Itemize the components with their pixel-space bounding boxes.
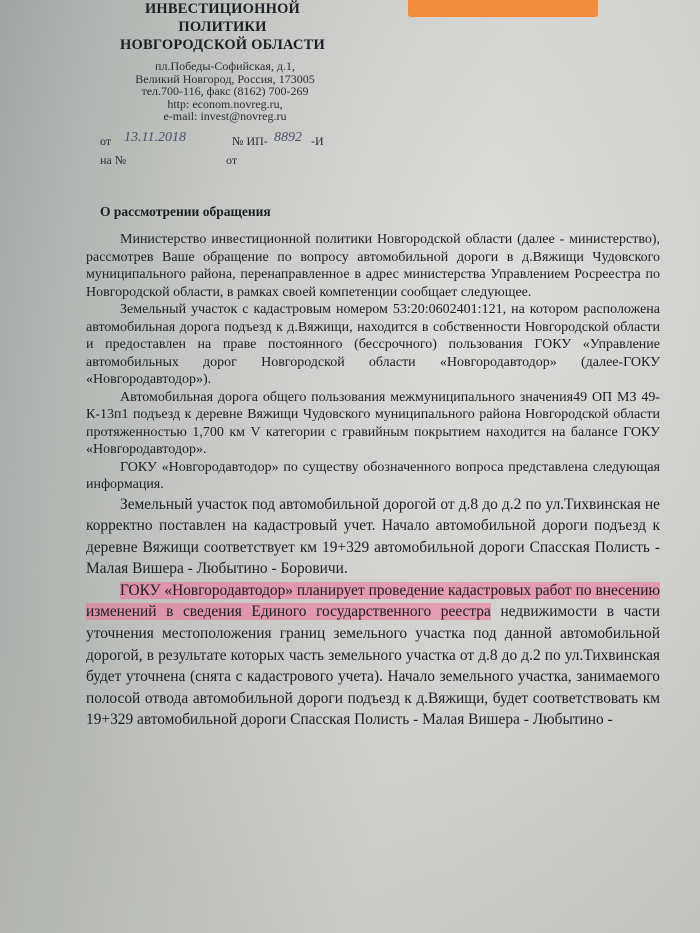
org-line-1: ИНВЕСТИЦИОННОЙ	[144, 1, 301, 17]
address-line-3: тел.700-116, факс (8162) 700-269	[141, 84, 309, 98]
paragraph-3: Автомобильная дорога общего пользования межмуниципального значения49 ОП МЗ 49-К-13п1 подъезд к деревне Вяжищи Чудовского муниципального района Новгородской области протяженностью 1,700 км V категории с гравийным покрытием находится на балансе ГОКУ «Новгородавтодор».	[86, 389, 660, 457]
paragraph-4: ГОКУ «Новгородавтодор» по существу обозначенного вопроса представлена следующая информация.	[86, 459, 660, 492]
number-label: № ИП-	[232, 134, 268, 148]
address-block	[95, 60, 355, 123]
address-line-4: http: econom.novreg.ru,	[167, 96, 283, 111]
paragraph-5: Земельный участок под автомобильной дорогой от д.8 до д.2 по ул.Тихвинская не корректно поставлен на кадастровый учет. Начало автомобильной дороги подъезд к деревне Вяжищи соответствует км 19+329 автомобильной дороги Спасская Полисть - Малая Вишера - Любытино - Боровичи.	[86, 495, 660, 578]
number-suffix: -И	[311, 134, 324, 148]
subject-heading: О рассмотрении обращения	[100, 204, 271, 219]
paragraph-2: Земельный участок с кадастровым номером 53:20:0602401:121, на котором расположена автомобильная дорога подъезд к д.Вяжищи, находится в собственности Новгородской области и предоставлен на праве постоянного (бессрочного) пользования ГОКУ «Управление автомобильных дорог Новгородской области «Новгородавтодор» (далее-ГОКУ «Новгородавтодор»).	[86, 302, 660, 387]
handwritten-number: 8892	[274, 130, 302, 145]
address-line-5: e-mail: invest@novreg.ru	[163, 109, 287, 123]
handwritten-date: 13.11.2018	[124, 130, 186, 145]
from-label: от	[100, 134, 112, 148]
letterhead	[100, 0, 345, 54]
paragraph-6-rest: недвижимости в части уточнения местоположения границ земельного участка под данной автомобильной дорогой, в результате которых часть земельного участка от д.8 до д.2 по ул.Тихвинская будет уточнена (снята с кадастрового учета). Начало земельного участка, занимаемого полосой отвода автомобильной дороги подъезд к д.Вяжищи, будет соответствовать км 19+329 автомобильной дороги Спасская Полисть - Малая Вишера - Любытино -	[86, 603, 660, 729]
address-line-2: Великий Новгород, Россия, 173005	[135, 71, 315, 86]
letter-body	[86, 231, 660, 731]
paragraph-6	[86, 580, 660, 731]
orange-marker-strip	[408, 0, 598, 17]
address-line-1: пл.Победы-Софийская, д.1,	[155, 59, 295, 73]
highlighted-text: ГОКУ «Новгородавтодор» планирует проведение кадастровых работ по внесению изменений в сведения Единого государственного реестра	[86, 581, 660, 621]
reference-from-label: от	[226, 153, 238, 167]
paragraph-1: Министерство инвестиционной политики Новгородской области (далее - министерство), рассмотрев Ваше обращение по вопросу автомобильной дороги в д.Вяжищи Чудовского муниципального района, перенаправленное в адрес министерства Управлением Росреестра по Новгородской области, в рамках своей компетенции сообщает следующее.	[86, 232, 660, 300]
org-line-2: ПОЛИТИКИ	[178, 19, 267, 35]
reference-label: на №	[100, 153, 127, 167]
org-line-3: НОВГОРОДСКОЙ ОБЛАСТИ	[120, 37, 325, 53]
